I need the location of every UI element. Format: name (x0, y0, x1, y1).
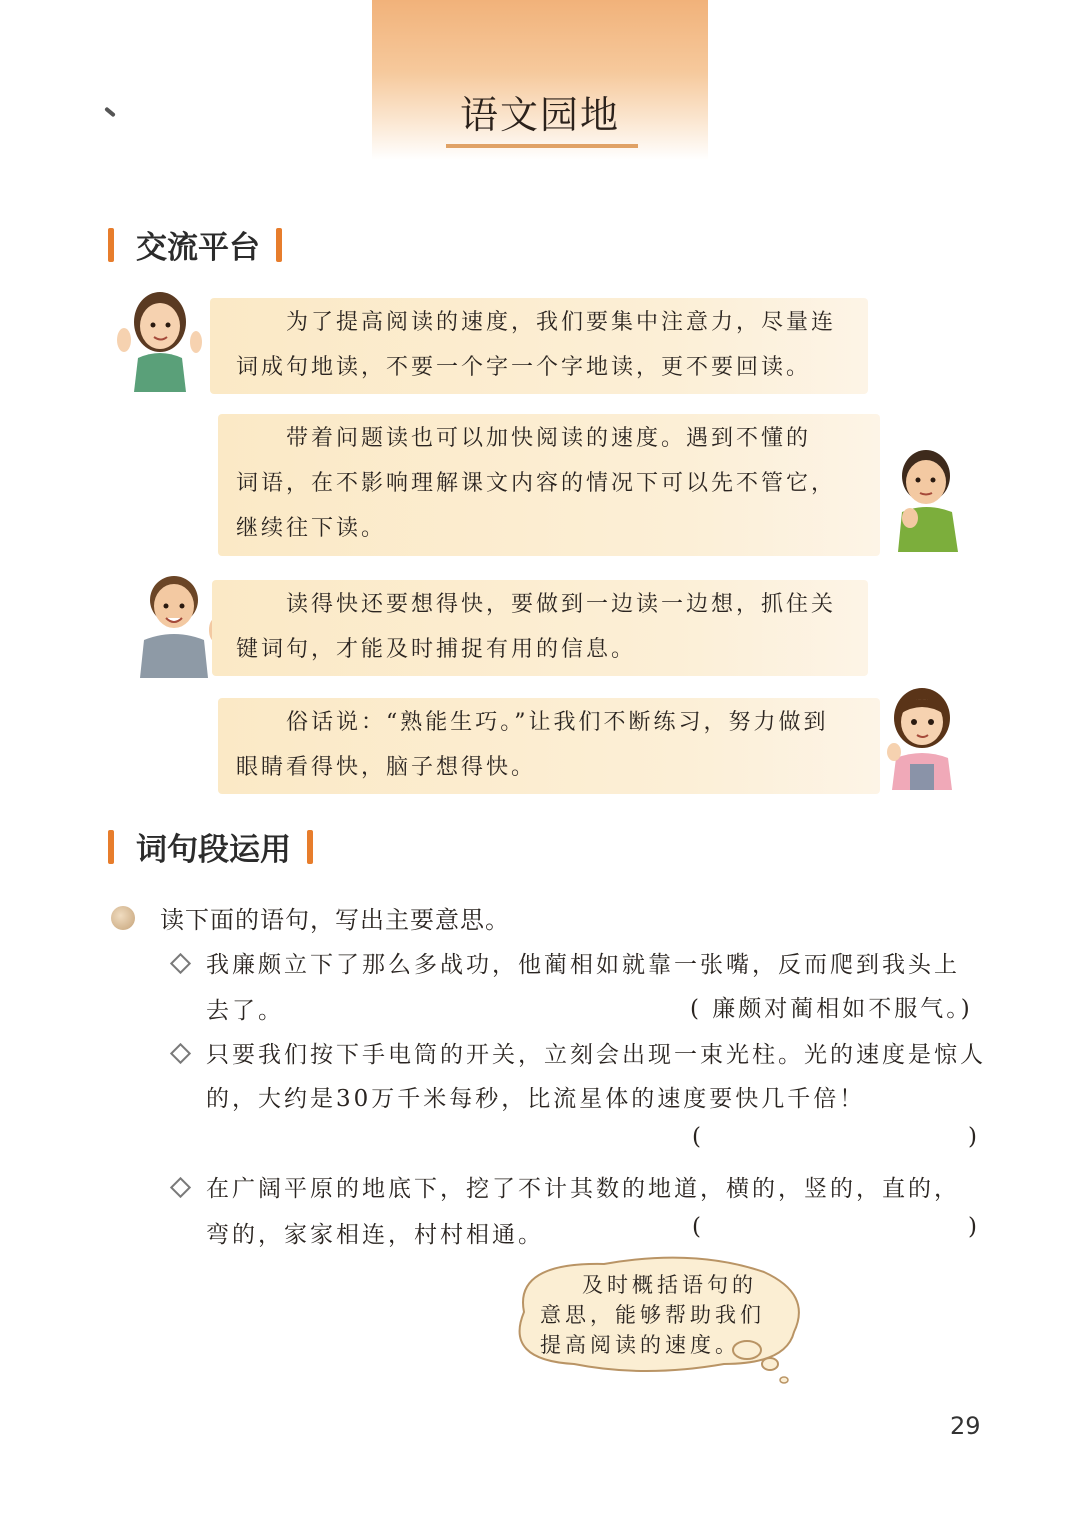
girl-avatar-2 (876, 678, 966, 790)
item-3-answer-open: ( (692, 1214, 704, 1240)
exercise-bullet-icon (111, 906, 135, 930)
diamond-bullet-icon (170, 953, 191, 974)
header-bar-left (108, 830, 114, 864)
header-bar-right (276, 228, 282, 262)
tip-line-1: 及时概括语句的 (582, 1273, 757, 1297)
dialogue-4-line-1: 俗话说：“熟能生巧。”让我们不断练习，努力做到 (286, 710, 829, 735)
dialogue-2-line-1: 带着问题读也可以加快阅读的速度。遇到不懂的 (286, 426, 812, 451)
page-number: 29 (950, 1412, 981, 1440)
tip-text (540, 1270, 780, 1360)
stray-mark (104, 107, 116, 118)
dialogue-2-line-3: 继续往下读。 (236, 516, 387, 541)
section-header-exchange (108, 222, 282, 267)
dialogue-panel-1 (210, 298, 868, 394)
item-3-line-1: 在广阔平原的地底下，挖了不计其数的地道，横的，竖的，直的， (206, 1176, 960, 1202)
dialogue-panel-2 (218, 414, 880, 556)
dialogue-1-line-1: 为了提高阅读的速度，我们要集中注意力，尽量连 (286, 310, 837, 335)
item-3-answer-close: ) (968, 1214, 980, 1240)
item-2-line-2: 的，大约是30万千米每秒，比流星体的速度要快几千倍！ (206, 1086, 866, 1112)
dialogue-panel-3 (212, 580, 868, 676)
page-title: 语文园地 (459, 93, 620, 137)
tip-line-3: 提高阅读的速度。 (540, 1333, 740, 1357)
section-title-usage: 词句段运用 (136, 832, 291, 868)
item-2-answer-open: ( (692, 1124, 704, 1150)
diamond-bullet-icon (170, 1043, 191, 1064)
girl-avatar-1 (112, 280, 202, 392)
dialogue-2-line-2: 词语，在不影响理解课文内容的情况下可以先不管它， (236, 471, 837, 496)
item-3-line-2: 弯的，家家相连，村村相通。 (206, 1222, 544, 1248)
tip-line-2: 意思，能够帮助我们 (540, 1303, 765, 1327)
boy-avatar-1 (880, 440, 970, 552)
diamond-bullet-icon (170, 1177, 191, 1198)
item-2-line-1: 只要我们按下手电筒的开关，立刻会出现一束光柱。光的速度是惊人 (206, 1042, 986, 1068)
boy-avatar-2 (128, 566, 218, 678)
dialogue-3-line-1: 读得快还要想得快，要做到一边读一边想，抓住关 (286, 592, 837, 617)
item-1-answer: ( 廉颇对蔺相如不服气。) (690, 996, 973, 1022)
item-1-line-2: 去了。 (206, 998, 284, 1024)
dialogue-3-line-2: 键词句，才能及时捕捉有用的信息。 (236, 637, 637, 662)
section-title-exchange: 交流平台 (136, 230, 260, 266)
dialogue-1-line-2: 词成句地读，不要一个字一个字地读，更不要回读。 (236, 355, 812, 380)
item-1-line-1: 我廉颇立下了那么多战功，他蔺相如就靠一张嘴，反而爬到我头上 (206, 952, 960, 978)
dialogue-panel-4 (218, 698, 880, 794)
exercise-instruction: 读下面的语句，写出主要意思。 (160, 906, 510, 934)
header-bar-right (307, 830, 313, 864)
header-bar-left (108, 228, 114, 262)
dialogue-4-line-2: 眼睛看得快，脑子想得快。 (236, 755, 537, 780)
item-2-answer-close: ) (968, 1124, 980, 1150)
title-underline (446, 144, 638, 148)
section-header-usage (108, 824, 313, 869)
